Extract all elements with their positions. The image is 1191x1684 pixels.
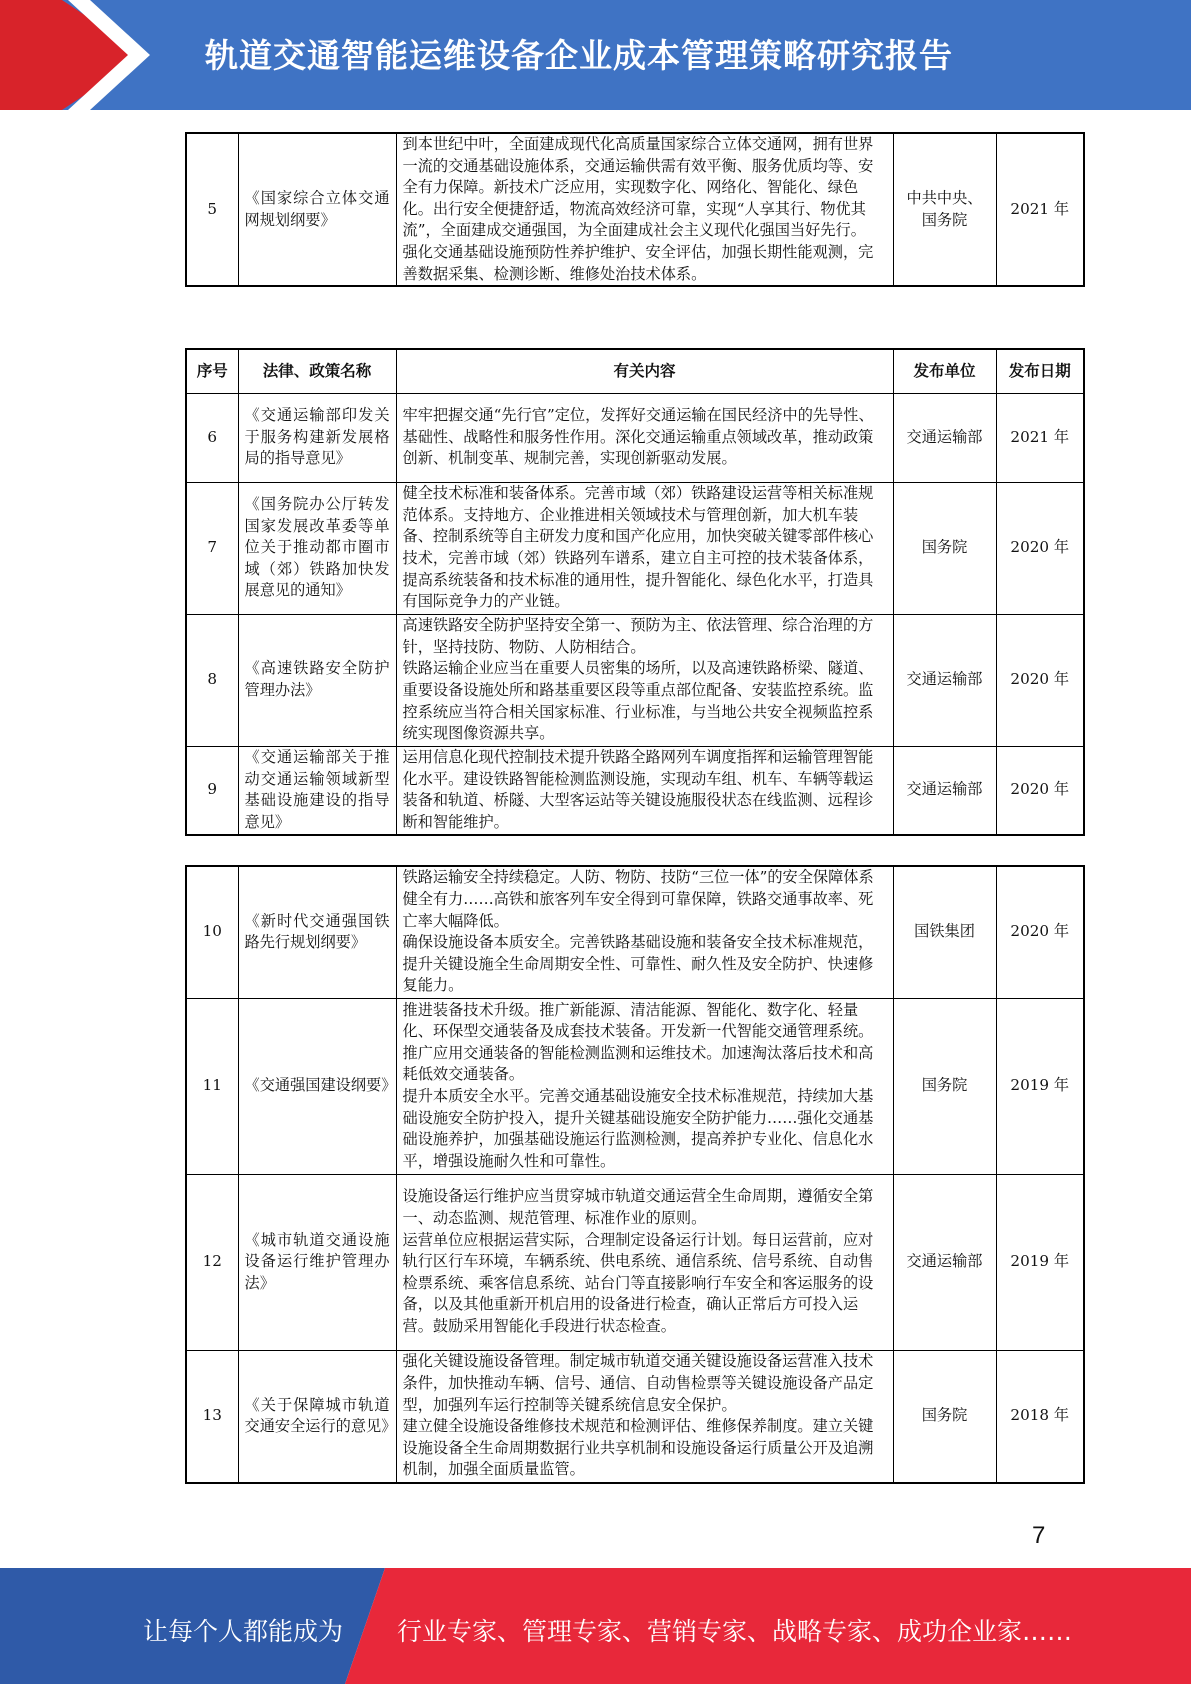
content-paragraph: 牢牢把握交通“先行官”定位，发挥好交通运输在国民经济中的先导性、基础性、战略性和服务性作用。深化交通运输重点领域改革，推动政策创新、机制变革、规制完善，实现创新驱动发展。 <box>402 406 874 468</box>
row-number: 7 <box>186 482 238 614</box>
footer-slogan-right: 行业专家、管理专家、营销专家、战略专家、成功企业家…… <box>397 1617 1073 1646</box>
content-paragraph: 运用信息化现代控制技术提升铁路全路网列车调度指挥和运输管理智能化水平。建设铁路智能检测监测设施，实现动车组、机车、车辆等载运装备和轨道、桥隧、大型客运站等关键设施服役状态在线监测、远程诊断和智能维护。 <box>402 748 874 831</box>
row-number: 12 <box>186 1174 238 1350</box>
page-footer <box>0 1568 1191 1684</box>
header-publisher: 发布单位 <box>893 349 996 393</box>
policy-content <box>396 1174 893 1350</box>
table-row <box>186 1174 1084 1350</box>
content-paragraph: 建立健全设施设备维修技术规范和检测评估、维修保养制度。建立关键设施设备全生命周期数据行业共享机制和设施设备运行质量公开及追溯机制，加强全面质量监管。 <box>402 1417 874 1479</box>
policy-content <box>396 998 893 1174</box>
header-red-chevron <box>0 0 145 110</box>
content-paragraph: 铁路运输企业应当在重要人员密集的场所，以及高速铁路桥梁、隧道、重要设备设施处所和路基重要区段等重点部位配备、安装监控系统。监控系统应当符合相关国家标准、行业标准，与当地公共安全视频监控系统实现图像资源共享。 <box>402 659 874 743</box>
policy-content <box>396 746 893 835</box>
policy-content <box>396 133 893 286</box>
policy-name: 《交通运输部印发关于服务构建新发展格局的指导意见》 <box>238 393 396 482</box>
policy-name: 《城市轨道交通设施设备运行维护管理办法》 <box>238 1174 396 1350</box>
table-row <box>186 1350 1084 1483</box>
content-paragraph: 推进装备技术升级。推广新能源、清洁能源、智能化、数字化、轻量化、环保型交通装备及成套技术装备。开发新一代智能交通管理系统。推广应用交通装备的智能检测监测和运维技术。加速淘汰落后技术和高耗低效交通装备。 <box>402 1000 874 1084</box>
header-name: 法律、政策名称 <box>238 349 396 393</box>
publisher: 交通运输部 <box>893 393 996 482</box>
policy-content <box>396 482 893 614</box>
table-row <box>186 393 1084 482</box>
policy-name: 《国务院办公厅转发国家发展改革委等单位关于推动都市圈市域（郊）铁路加快发展意见的通知》 <box>238 482 396 614</box>
table-row <box>186 614 1084 746</box>
content-paragraph: 设施设备运行维护应当贯穿城市轨道交通运营全生命周期，遵循安全第一、动态监测、规范管理、标准作业的原则。 <box>402 1187 874 1228</box>
row-number: 9 <box>186 746 238 835</box>
table-row <box>186 133 1084 286</box>
content-paragraph: 到本世纪中叶，全面建成现代化高质量国家综合立体交通网，拥有世界一流的交通基础设施体系，交通运输供需有效平衡、服务优质均等、安全有力保障。新技术广泛应用，实现数字化、网络化、智能化、绿色化。出行安全便捷舒适，物流高效经济可靠，实现“人享其行、物优其流”，全面建成交通强国，为全面建成社会主义现代化强国当好先行。 <box>402 135 874 240</box>
content-paragraph: 确保设施设备本质安全。完善铁路基础设施和装备安全技术标准规范，提升关键设施全生命周期安全性、可靠性、耐久性及安全防护、快速修复能力。 <box>402 933 874 995</box>
policy-table-1 <box>185 132 1085 287</box>
policy-name: 《交通强国建设纲要》 <box>238 998 396 1174</box>
publisher: 交通运输部 <box>893 1174 996 1350</box>
publisher: 中共中央、国务院 <box>893 133 996 286</box>
header-date: 发布日期 <box>996 349 1084 393</box>
publish-date: 2020 年 <box>996 746 1084 835</box>
publisher: 国铁集团 <box>893 866 996 998</box>
content-paragraph: 铁路运输安全持续稳定。人防、物防、技防“三位一体”的安全保障体系健全有力……高铁和旅客列车安全得到可靠保障，铁路交通事故率、死亡率大幅降低。 <box>402 868 874 930</box>
publisher: 交通运输部 <box>893 614 996 746</box>
table-row <box>186 746 1084 835</box>
table-row <box>186 866 1084 998</box>
publish-date: 2020 年 <box>996 614 1084 746</box>
policy-name: 《新时代交通强国铁路先行规划纲要》 <box>238 866 396 998</box>
row-number: 8 <box>186 614 238 746</box>
publish-date: 2020 年 <box>996 866 1084 998</box>
table-row <box>186 482 1084 614</box>
publish-date: 2019 年 <box>996 998 1084 1174</box>
policy-name: 《高速铁路安全防护管理办法》 <box>238 614 396 746</box>
content-paragraph: 运营单位应根据运营实际，合理制定设备运行计划。每日运营前，应对轨行区行车环境，车辆系统、供电系统、通信系统、信号系统、自动售检票系统、乘客信息系统、站台门等直接影响行车安全和客运服务的设备，以及其他重新开机启用的设备进行检查，确认正常后方可投入运营。鼓励采用智能化手段进行状态检查。 <box>402 1230 874 1335</box>
publish-date: 2021 年 <box>996 133 1084 286</box>
policy-content <box>396 1350 893 1483</box>
page-header <box>0 0 1191 110</box>
policy-name: 《国家综合立体交通网规划纲要》 <box>238 133 396 286</box>
policy-content <box>396 393 893 482</box>
row-number: 6 <box>186 393 238 482</box>
content-paragraph: 健全技术标准和装备体系。完善市域（郊）铁路建设运营等相关标准规范体系。支持地方、企业推进相关领域技术与管理创新，加大机车装备、控制系统等自主研发力度和国产化应用，加快突破关键零部件核心技术，完善市域（郊）铁路列车谱系，建立自主可控的技术装备体系，提高系统装备和技术标准的通用性，提升智能化、绿色化水平，打造具有国际竞争力的产业链。 <box>402 484 874 611</box>
policy-name: 《交通运输部关于推动交通运输领域新型基础设施建设的指导意见》 <box>238 746 396 835</box>
row-number: 5 <box>186 133 238 286</box>
publisher: 交通运输部 <box>893 746 996 835</box>
content-paragraph: 强化交通基础设施预防性养护维护、安全评估，加强长期性能观测，完善数据采集、检测诊断、维修处治技术体系。 <box>402 242 874 283</box>
content-paragraph: 高速铁路安全防护坚持安全第一、预防为主、依法管理、综合治理的方针，坚持技防、物防、人防相结合。 <box>402 616 874 656</box>
report-title: 轨道交通智能运维设备企业成本管理策略研究报告 <box>205 36 953 75</box>
header-no: 序号 <box>186 349 238 393</box>
publish-date: 2018 年 <box>996 1350 1084 1483</box>
header-content: 有关内容 <box>396 349 893 393</box>
publisher: 国务院 <box>893 1350 996 1483</box>
publisher: 国务院 <box>893 998 996 1174</box>
policy-table-3 <box>185 865 1085 1484</box>
row-number: 11 <box>186 998 238 1174</box>
policy-content <box>396 866 893 998</box>
content-paragraph: 提升本质安全水平。完善交通基础设施安全技术标准规范，持续加大基础设施安全防护投入，提升关键基础设施安全防护能力……强化交通基础设施养护，加强基础设施运行监测检测，提高养护专业化、信息化水平，增强设施耐久性和可靠性。 <box>402 1087 874 1170</box>
footer-slogan-left: 让每个人都能成为 <box>143 1617 344 1646</box>
publisher: 国务院 <box>893 482 996 614</box>
table-row <box>186 998 1084 1174</box>
content-paragraph: 强化关键设施设备管理。制定城市轨道交通关键设施设备运营准入技术条件，加快推动车辆、信号、通信、自动售检票等关键设施设备产品定型，加强列车运行控制等关键系统信息安全保护。 <box>402 1352 874 1414</box>
publish-date: 2019 年 <box>996 1174 1084 1350</box>
policy-name: 《关于保障城市轨道交通安全运行的意见》 <box>238 1350 396 1483</box>
page-number: 7 <box>1032 1522 1046 1549</box>
row-number: 10 <box>186 866 238 998</box>
policy-content <box>396 614 893 746</box>
policy-table-2 <box>185 348 1085 836</box>
publish-date: 2020 年 <box>996 482 1084 614</box>
row-number: 13 <box>186 1350 238 1483</box>
publish-date: 2021 年 <box>996 393 1084 482</box>
